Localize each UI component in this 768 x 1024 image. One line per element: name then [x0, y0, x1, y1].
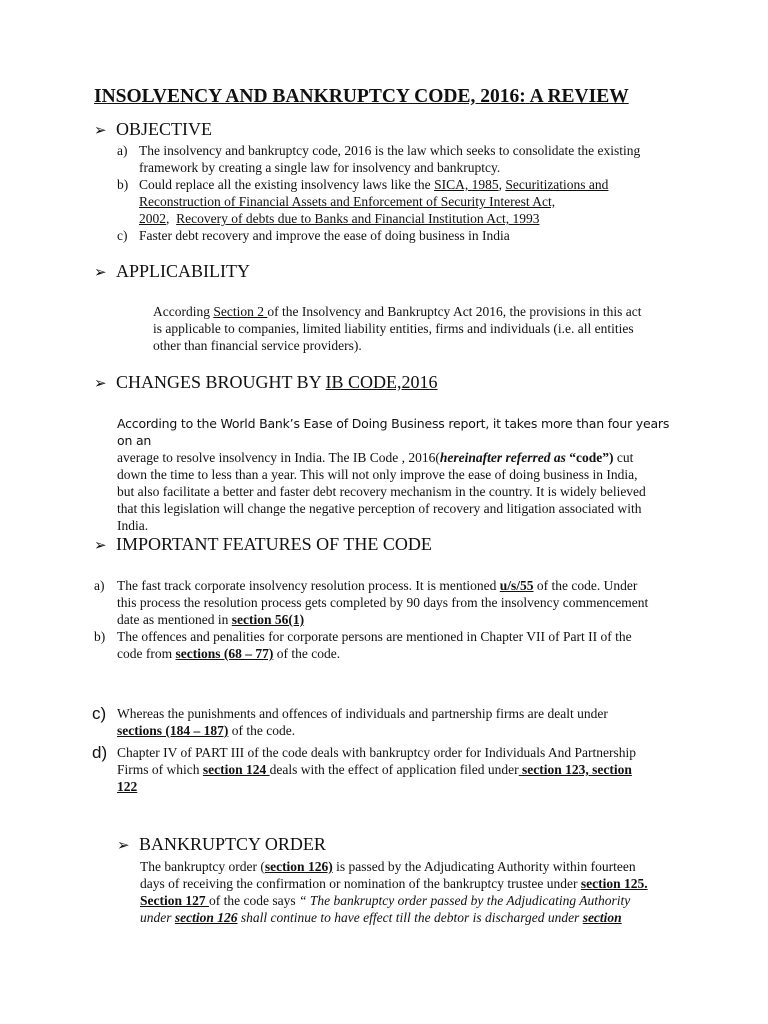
changes-paragraph: According to the World Bank’s Ease of Doing Business report, it takes more than four years on an average to resolve insolvency in India. The IB Code , 2016(hereinafter referred as “code”) cut down the time to less than a year. This will not only improve the ease of doing business in India, but also facilitate a better and faster debt recovery mechanism in the country. It is widely believed that this legislation will change the negative perception of recovery and litigation associated with India. — [117, 416, 670, 533]
page-title — [94, 88, 629, 105]
arrow-bullet-icon: ➢ — [94, 538, 107, 554]
arrow-bullet-icon: ➢ — [94, 123, 107, 139]
sica-link: SICA, 1985 — [434, 177, 499, 192]
objective-list — [117, 142, 683, 244]
title-main: INSOLVENCY AND BANKRUPTCY CODE, 2016: — [94, 86, 526, 107]
heading-objective: ➢ OBJECTIVE — [94, 119, 212, 139]
list-item: c) Whereas the punishments and offences of individuals and partnership firms are dealt under sections (184 – 187) of the code. — [92, 704, 608, 738]
list-item: c) Faster debt recovery and improve the ease of doing business in India — [117, 228, 510, 243]
arrow-bullet-icon: ➢ — [94, 265, 107, 281]
arrow-bullet-icon: ➢ — [94, 376, 107, 392]
list-item: b) The offences and penalities for corporate persons are mentioned in Chapter VII of Part II of the code from sections (68 – 77) of the code. — [94, 629, 632, 661]
list-item: a) The insolvency and bankruptcy code, 2016 is the law which seeks to consolidate the existing framework by creating a single law for insolvency and bankruptcy. — [117, 143, 641, 175]
heading-features: ➢ IMPORTANT FEATURES OF THE CODE — [94, 534, 432, 554]
features-list-cd — [94, 705, 694, 795]
arrow-bullet-icon: ➢ — [117, 838, 130, 854]
list-item: a) The fast track corporate insolvency resolution process. It is mentioned u/s/55 of the code. Under this process the resolution process gets completed by 90 days from the insolvency commencement date as mentioned in section 56(1) — [94, 578, 649, 627]
heading-applicability: ➢ APPLICABILITY — [94, 261, 250, 281]
bankruptcy-paragraph: The bankruptcy order (section 126) is passed by the Adjudicating Authority within fourteen days of receiving the confirmation or nomination of the bankruptcy trustee under section 125. Section 127 of the code says “ The bankruptcy order passed by the Adjudicating Authority under section 126 shall continue to have effect till the debtor is discharged under section — [140, 859, 648, 925]
heading-bankruptcy-order: ➢ BANKRUPTCY ORDER — [117, 834, 326, 854]
applicability-paragraph: According Section 2 of the Insolvency and Bankruptcy Act 2016, the provisions in this act is applicable to companies, limited liability entities, firms and individuals (i.e. all entities other than financial service providers). — [153, 304, 642, 353]
list-item: b) Could replace all the existing insolvency laws like the SICA, 1985, Securitizations and Reconstruction of Financial Assets and Enforcement of Security Interest Act, 2002, Recovery of debts due to Banks and Financial Institution Act, 1993 — [117, 177, 609, 226]
list-item: d) Chapter IV of PART III of the code deals with bankruptcy order for Individuals And Partnership Firms of which section 124 deals with the effect of application filed under section 123, section 122 — [92, 743, 636, 794]
title-sub: A REVIEW — [529, 86, 629, 107]
features-list-ab — [94, 577, 694, 662]
heading-changes: ➢ CHANGES BROUGHT BY IB CODE,2016 — [94, 372, 438, 392]
